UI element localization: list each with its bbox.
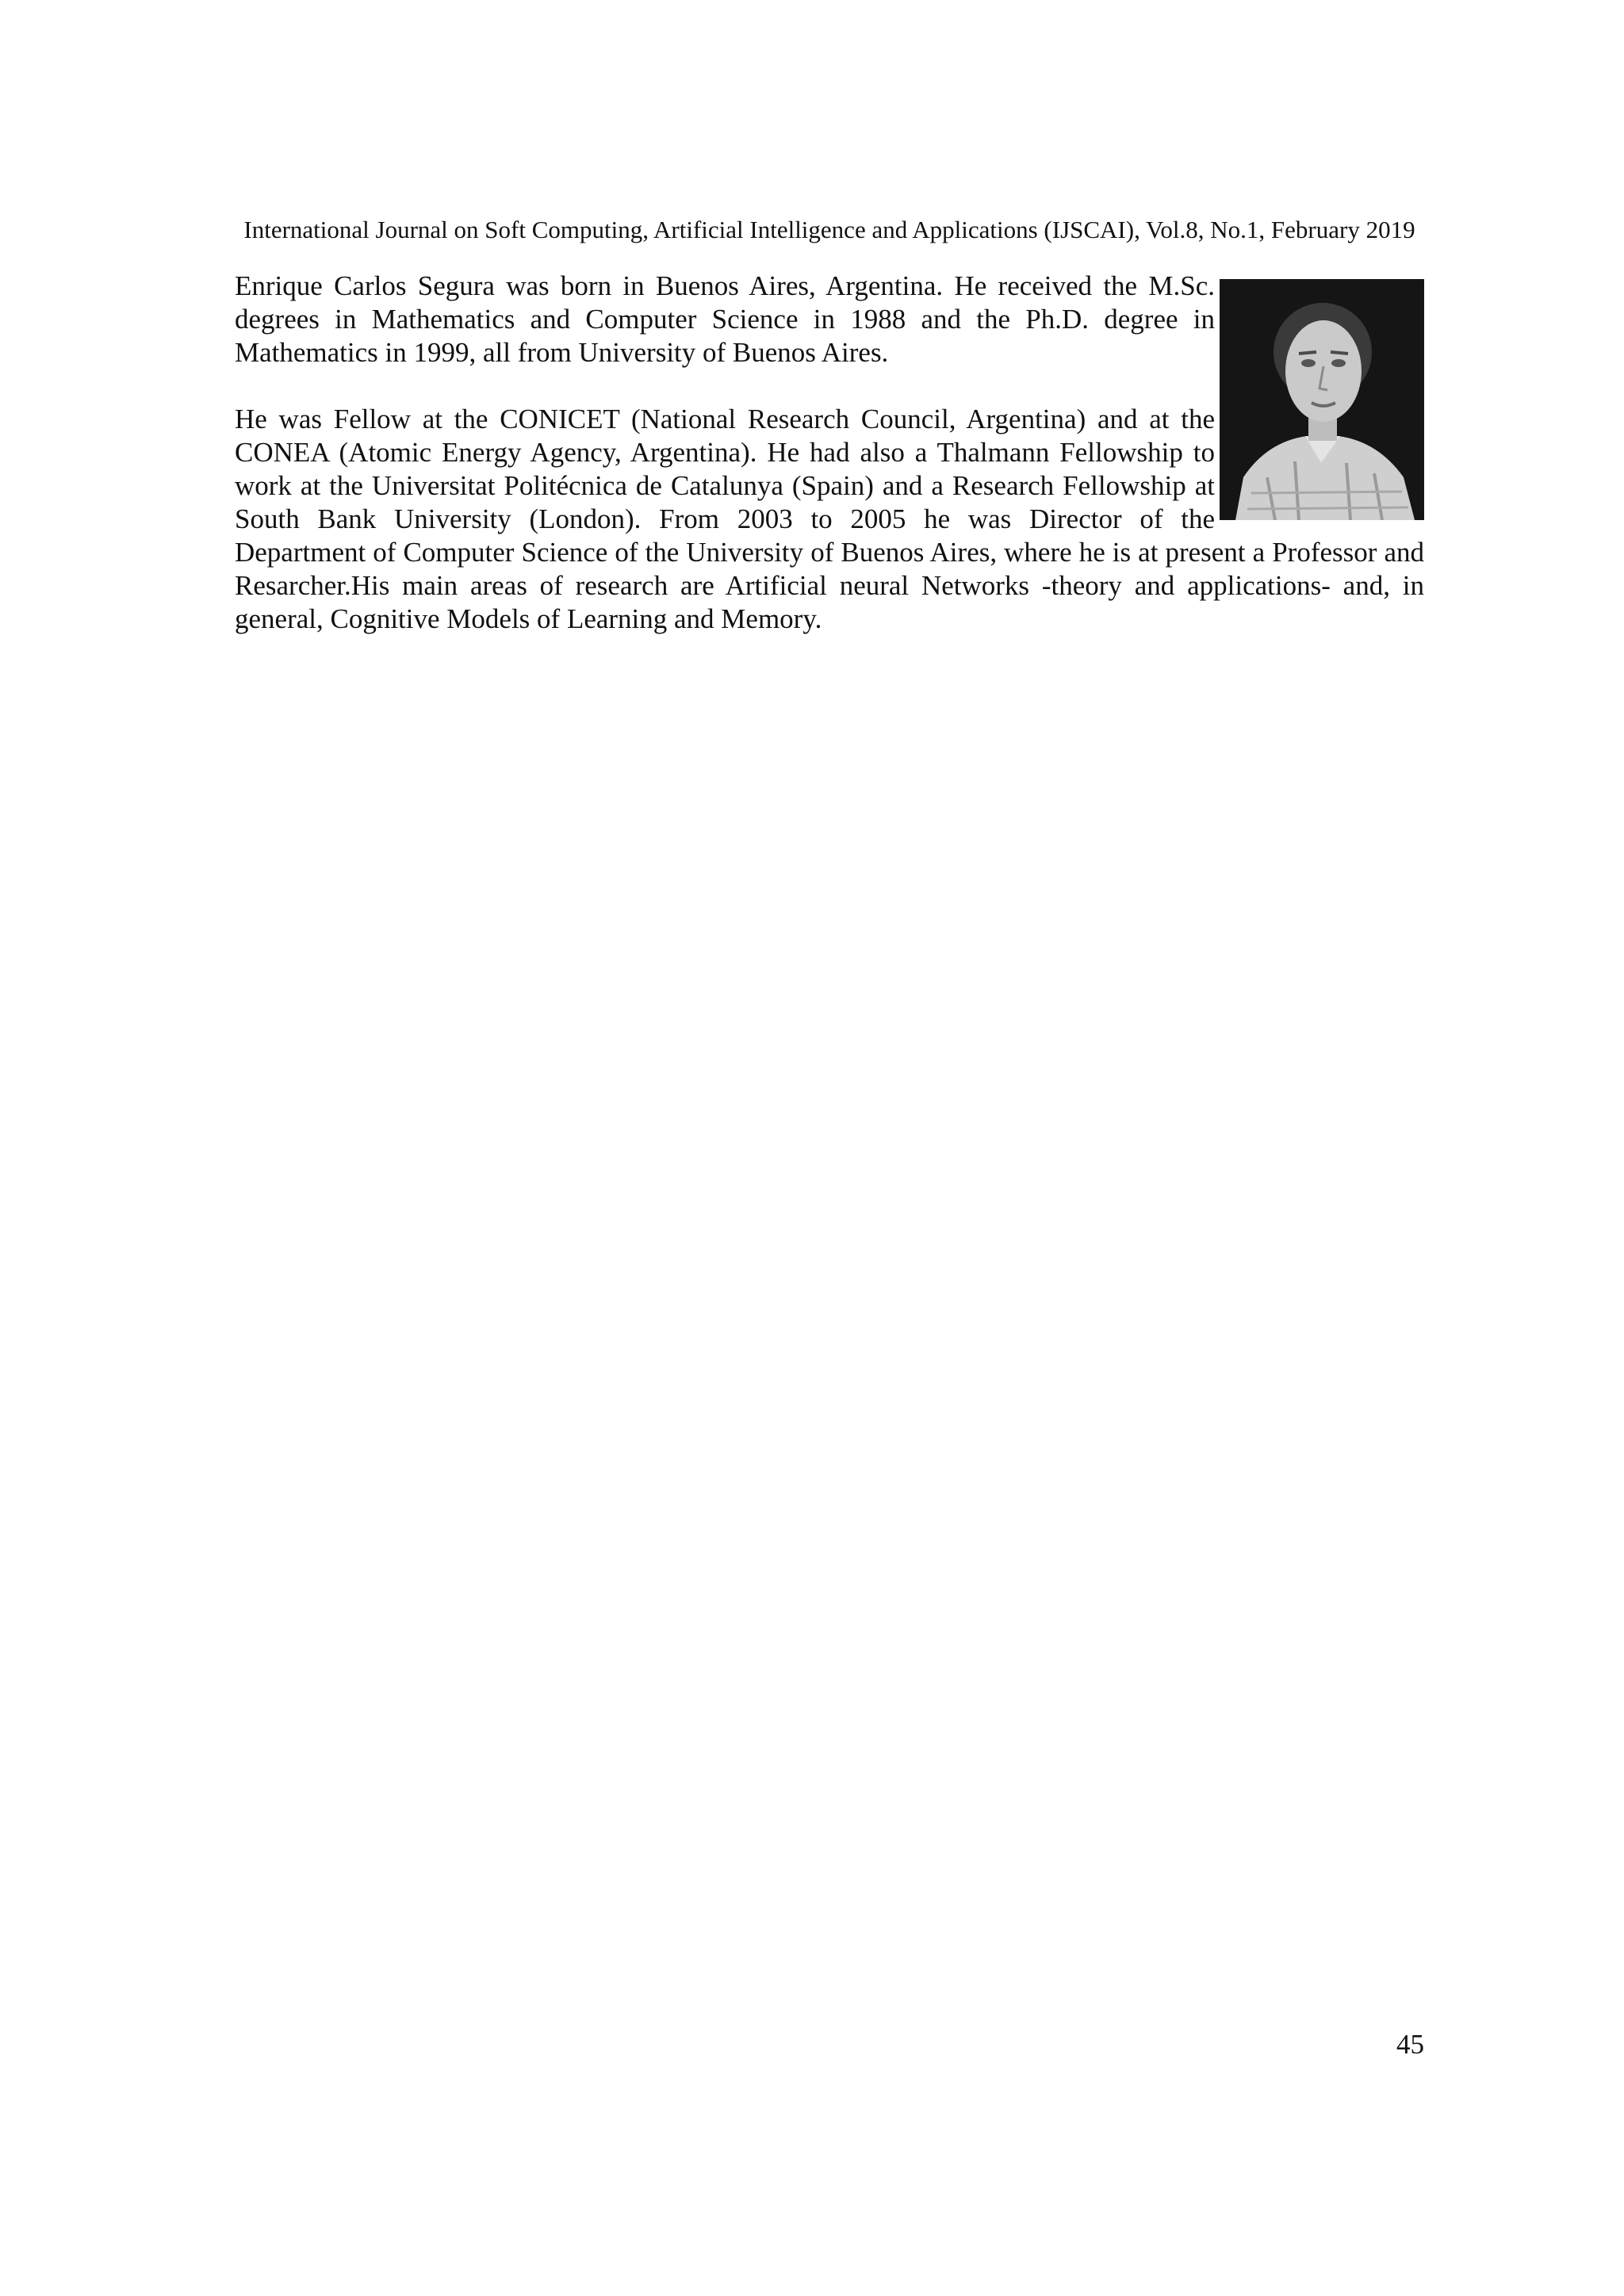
author-photo	[1220, 279, 1424, 520]
author-photo-image	[1220, 279, 1424, 520]
running-header: International Journal on Soft Computing, Artificial Intelligence and Applications (IJSCAI), Vol.8, No.1, February 2019	[243, 216, 1415, 243]
author-biography	[235, 270, 1424, 636]
bio-paragraph-education: Enrique Carlos Segura was born in Buenos Aires, Argentina. He received the M.Sc. degrees in Mathematics and Computer Science in 1988 and the Ph.D. degree in Mathematics in 1999, all from University of Buenos Aires.	[235, 270, 1215, 368]
bio-paragraph-career: He was Fellow at the CONICET (National Research Council, Argentina) and at the CONEA (Atomic Energy Agency, Argentina). He had also a Thalmann Fellowship to work at the Universitat Politécnica de Catalunya (Spain) and a Research Fellowship at South Bank University (London). From 2003 to 2005 he was Director of the Department of Computer Science of the University of Buenos Aires, where he is at present a Professor and Resarcher.His main areas of research are Artificial neural Networks -theory and applications- and, in general, Cognitive Models of Learning and Memory.	[235, 404, 1424, 634]
page-number: 45	[1396, 2029, 1424, 2060]
